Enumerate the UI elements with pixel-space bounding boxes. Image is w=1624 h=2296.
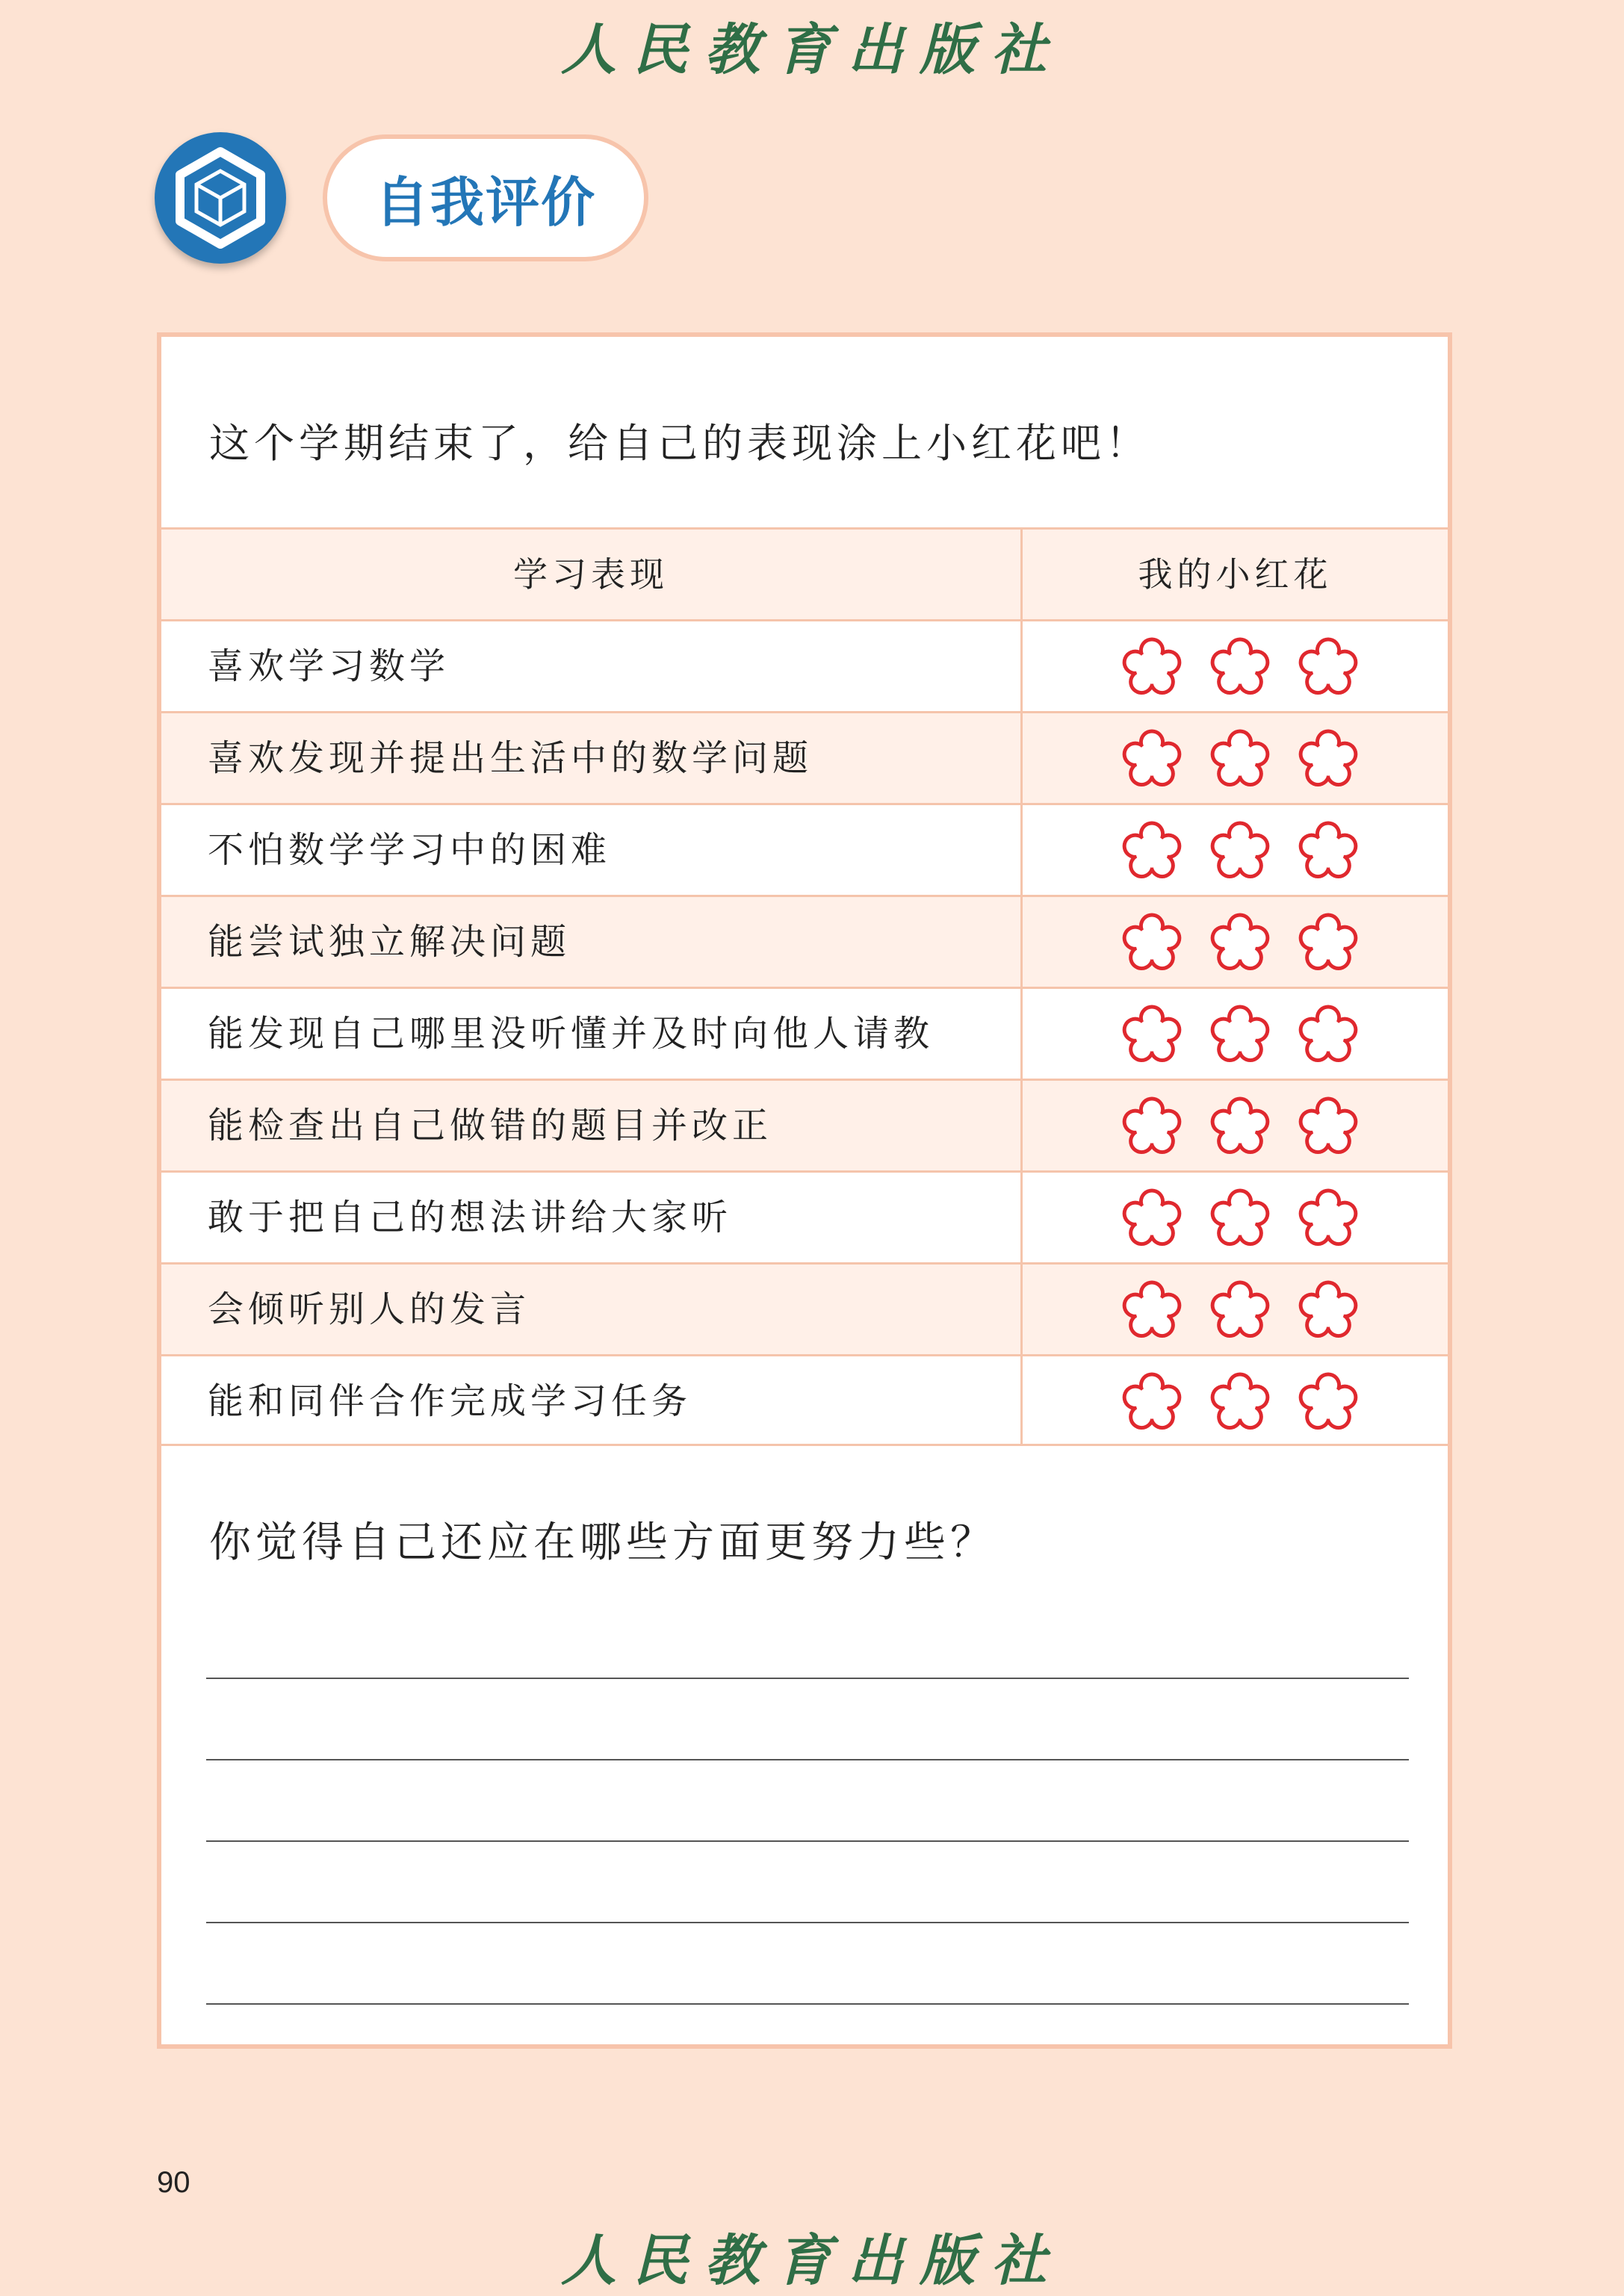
- flower-icon[interactable]: [1206, 634, 1274, 701]
- answer-line[interactable]: [206, 1840, 1409, 1842]
- flower-rating: [1118, 1093, 1372, 1161]
- column-divider: [1020, 805, 1023, 895]
- flower-icon[interactable]: [1118, 726, 1186, 793]
- publisher-footer: 人民教育出版社: [561, 2229, 1063, 2293]
- flower-icon[interactable]: [1206, 1002, 1274, 1069]
- flower-icon[interactable]: [1118, 1369, 1186, 1436]
- flower-icon[interactable]: [1206, 1185, 1274, 1253]
- flower-icon[interactable]: [1295, 910, 1362, 977]
- cube-icon: [155, 132, 286, 264]
- table-row: [161, 987, 1448, 1079]
- flower-icon[interactable]: [1295, 1185, 1362, 1253]
- flower-icon[interactable]: [1118, 1185, 1186, 1253]
- performance-label: 喜欢学习数学: [208, 645, 450, 687]
- publisher-header: 人民教育出版社: [561, 18, 1063, 82]
- flower-icon[interactable]: [1118, 1277, 1186, 1344]
- table-row: [161, 1354, 1448, 1446]
- flower-icon[interactable]: [1206, 1369, 1274, 1436]
- performance-label: 能发现自己哪里没听懂并及时向他人请教: [208, 1013, 935, 1055]
- performance-label: 会倾听别人的发言: [208, 1288, 531, 1330]
- column-divider: [1020, 1081, 1023, 1170]
- self-evaluation-card: [157, 332, 1452, 2049]
- flower-icon[interactable]: [1118, 910, 1186, 977]
- flower-icon[interactable]: [1118, 1002, 1186, 1069]
- flower-icon[interactable]: [1206, 1093, 1274, 1161]
- table-row: [161, 1170, 1448, 1262]
- column-divider: [1020, 1265, 1023, 1354]
- performance-label: 能尝试独立解决问题: [208, 921, 571, 963]
- header-performance: 学习表现: [513, 554, 669, 595]
- table-row: [161, 711, 1448, 803]
- table-row: [161, 1079, 1448, 1170]
- answer-line[interactable]: [206, 1759, 1409, 1760]
- table-row: [161, 619, 1448, 711]
- answer-line[interactable]: [206, 2003, 1409, 2005]
- table-row: [161, 1262, 1448, 1354]
- answer-line[interactable]: [206, 1922, 1409, 1923]
- flower-rating: [1118, 726, 1372, 793]
- flower-icon[interactable]: [1295, 1369, 1362, 1436]
- flower-icon[interactable]: [1206, 910, 1274, 977]
- flower-icon[interactable]: [1118, 1093, 1186, 1161]
- flower-icon[interactable]: [1295, 818, 1362, 885]
- performance-label: 能和同伴合作完成学习任务: [208, 1380, 692, 1422]
- flower-rating: [1118, 634, 1372, 701]
- table-header-row: [161, 527, 1448, 619]
- flower-icon[interactable]: [1295, 1277, 1362, 1344]
- reflection-question: 你觉得自己还应在哪些方面更努力些？: [209, 1518, 997, 1567]
- performance-label: 不怕数学学习中的困难: [208, 829, 612, 871]
- answer-line[interactable]: [206, 1678, 1409, 1679]
- column-divider: [1020, 897, 1023, 987]
- flower-rating: [1118, 1002, 1372, 1069]
- flower-icon[interactable]: [1295, 726, 1362, 793]
- flower-rating: [1118, 1369, 1372, 1436]
- flower-icon[interactable]: [1206, 1277, 1274, 1344]
- flower-icon[interactable]: [1118, 818, 1186, 885]
- evaluation-table: [161, 527, 1448, 1446]
- flower-rating: [1118, 910, 1372, 977]
- flower-rating: [1118, 818, 1372, 885]
- flower-icon[interactable]: [1295, 1002, 1362, 1069]
- performance-label: 敢于把自己的想法讲给大家听: [208, 1197, 733, 1238]
- intro-text: 这个学期结束了，给自己的表现涂上小红花吧！: [209, 420, 1150, 467]
- header-my-flowers: 我的小红花: [1138, 554, 1333, 595]
- flower-icon[interactable]: [1295, 1093, 1362, 1161]
- column-divider: [1020, 713, 1023, 803]
- performance-label: 能检查出自己做错的题目并改正: [208, 1105, 773, 1147]
- table-row: [161, 895, 1448, 987]
- column-divider: [1020, 1356, 1023, 1444]
- column-divider: [1020, 621, 1023, 711]
- section-badge: [155, 132, 286, 264]
- flower-icon[interactable]: [1206, 726, 1274, 793]
- column-divider: [1020, 1173, 1023, 1262]
- column-divider: [1020, 989, 1023, 1079]
- flower-rating: [1118, 1185, 1372, 1253]
- flower-icon[interactable]: [1118, 634, 1186, 701]
- table-row: [161, 803, 1448, 895]
- flower-rating: [1118, 1277, 1372, 1344]
- performance-label: 喜欢发现并提出生活中的数学问题: [208, 737, 813, 779]
- section-title: 自我评价: [323, 134, 648, 261]
- page-number: 90: [157, 2166, 190, 2199]
- flower-icon[interactable]: [1206, 818, 1274, 885]
- flower-icon[interactable]: [1295, 634, 1362, 701]
